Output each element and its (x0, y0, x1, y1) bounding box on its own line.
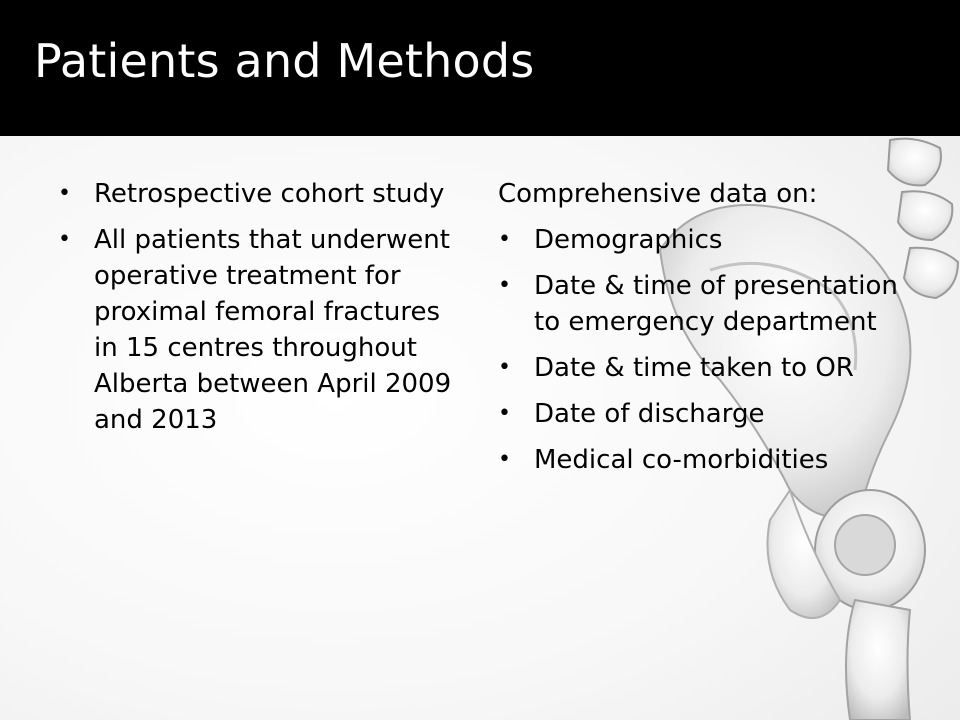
bullet-icon: • (498, 227, 511, 252)
bullet-icon: • (498, 447, 511, 472)
left-bullet-list (58, 176, 458, 438)
list-item (498, 396, 898, 432)
bullet-icon: • (498, 273, 511, 298)
left-column (58, 176, 458, 448)
list-item-text: Date of discharge (534, 399, 765, 429)
list-item-text: All patients that underwent operative treatment for proximal femoral fractures in 15 centres throughout Alberta between April 2009 and 2013 (94, 225, 452, 435)
list-item (58, 176, 458, 212)
list-item (498, 268, 898, 340)
bullet-icon: • (498, 401, 511, 426)
right-column-lead: Comprehensive data on: (498, 179, 818, 209)
slide-title: Patients and Methods (34, 34, 535, 88)
list-item (498, 442, 898, 478)
title-bar (0, 0, 960, 136)
bullet-icon: • (498, 355, 511, 380)
bullet-icon: • (58, 227, 71, 252)
list-item-text: Medical co-morbidities (534, 445, 829, 475)
bullet-icon: • (58, 181, 71, 206)
right-column (498, 176, 898, 488)
list-item (58, 222, 458, 438)
right-bullet-list (498, 222, 898, 478)
list-item-text: Date & time of presentation to emergency department (534, 271, 898, 337)
list-item-text: Demographics (534, 225, 723, 255)
list-item (498, 222, 898, 258)
list-item-text: Retrospective cohort study (94, 179, 445, 209)
list-item (498, 350, 898, 386)
list-item-text: Date & time taken to OR (534, 353, 854, 383)
